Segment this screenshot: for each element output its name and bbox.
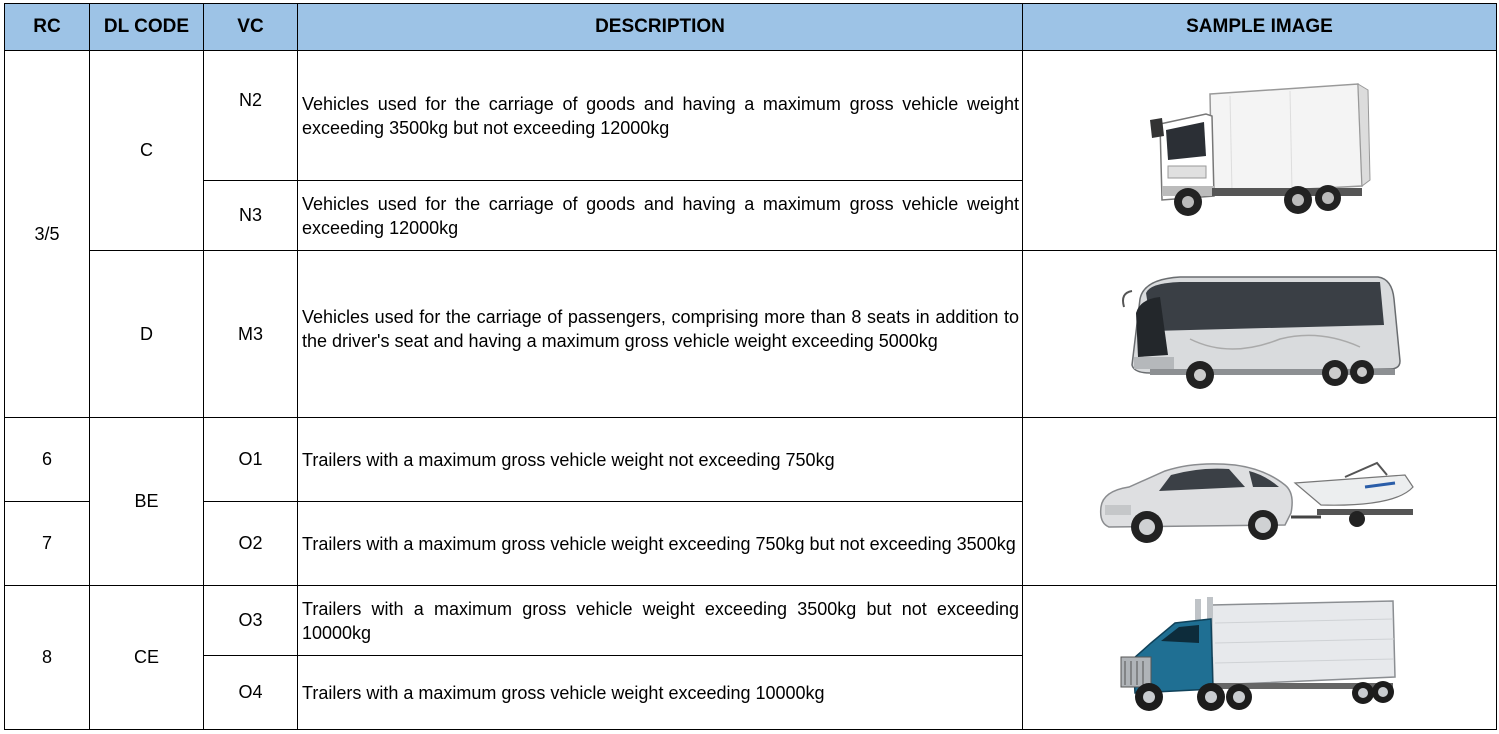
semi-truck-trailer-image <box>1115 593 1405 723</box>
box-truck-image <box>1140 76 1380 226</box>
description-cell: Vehicles used for the carriage of goods and having a maximum gross vehicle weight exceeding 3500kg but not exceeding 12000kg <box>298 51 1023 181</box>
description-cell: Trailers with a maximum gross vehicle weight exceeding 3500kg but not exceeding 10000kg <box>298 586 1023 656</box>
header-row <box>5 4 1497 51</box>
description-cell: Vehicles used for the carriage of passengers, comprising more than 8 seats in addition to the driver's seat and having a maximum gross vehicle weight exceeding 5000kg <box>298 251 1023 418</box>
dl-code-cell: CE <box>90 586 204 730</box>
header-rc: RC <box>5 4 90 51</box>
vc-cell: M3 <box>204 251 298 418</box>
dl-code-cell: D <box>90 251 204 418</box>
vc-cell: O2 <box>204 502 298 586</box>
rc-cell: 6 <box>5 418 90 502</box>
description-cell: Vehicles used for the carriage of goods and having a maximum gross vehicle weight exceeding 12000kg <box>298 181 1023 251</box>
header-dl-code: DL CODE <box>90 4 204 51</box>
description-cell: Trailers with a maximum gross vehicle weight exceeding 10000kg <box>298 656 1023 730</box>
sample-image-cell <box>1023 51 1497 251</box>
vc-cell: O4 <box>204 656 298 730</box>
rc-cell: 3/5 <box>5 51 90 418</box>
table-row <box>5 251 1497 418</box>
dl-code-cell: C <box>90 51 204 251</box>
description-cell: Trailers with a maximum gross vehicle weight exceeding 750kg but not exceeding 3500kg <box>298 502 1023 586</box>
sample-image-cell <box>1023 418 1497 586</box>
coach-bus-image <box>1110 269 1410 399</box>
header-description: DESCRIPTION <box>298 4 1023 51</box>
header-vc: VC <box>204 4 298 51</box>
sample-image-cell <box>1023 586 1497 730</box>
vehicle-category-table <box>4 3 1497 730</box>
dl-code-cell: BE <box>90 418 204 586</box>
rc-cell: 7 <box>5 502 90 586</box>
table-row <box>5 51 1497 181</box>
description-cell: Trailers with a maximum gross vehicle weight not exceeding 750kg <box>298 418 1023 502</box>
header-sample-image: SAMPLE IMAGE <box>1023 4 1497 51</box>
sample-image-cell <box>1023 251 1497 418</box>
vc-cell: N2 <box>204 51 298 181</box>
vc-cell: O1 <box>204 418 298 502</box>
table-row <box>5 418 1497 502</box>
car-with-boat-trailer-image <box>1095 447 1425 557</box>
vc-cell: O3 <box>204 586 298 656</box>
rc-cell: 8 <box>5 586 90 730</box>
table-row <box>5 586 1497 656</box>
vc-cell: N3 <box>204 181 298 251</box>
